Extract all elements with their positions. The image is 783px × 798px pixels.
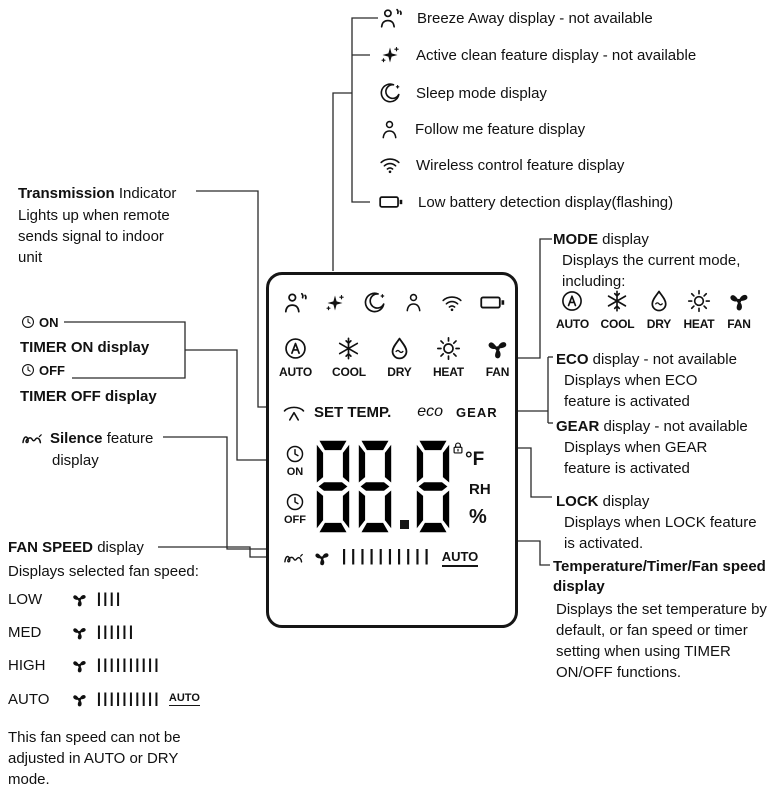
timer-off-text: OFF xyxy=(284,514,306,526)
eco-body: Displays when ECO feature is activated xyxy=(564,372,698,410)
unit-fahrenheit: °F xyxy=(465,449,485,470)
heat-mode-icon xyxy=(435,335,462,362)
legend-item-low-battery xyxy=(378,189,673,215)
transmission-title xyxy=(18,183,176,204)
seven-segment-digit xyxy=(357,438,393,535)
fan-speed-auto-badge: AUTO xyxy=(168,692,200,704)
active-clean-icon xyxy=(323,291,347,315)
display-mode-label: HEAT xyxy=(432,365,464,379)
fan-auto-label: AUTO xyxy=(442,549,479,567)
sleep-mode-icon xyxy=(378,81,402,105)
mode-legend-label: FAN xyxy=(727,317,751,331)
timer-icon xyxy=(284,443,306,465)
timer-on-label: ON xyxy=(39,314,59,330)
dry-mode-icon xyxy=(646,288,672,314)
gear-title xyxy=(556,416,748,437)
mode-legend-label: AUTO xyxy=(556,317,589,331)
lock-title-rest: display xyxy=(598,493,650,510)
timer-off-label: OFF xyxy=(39,362,65,378)
mode-legend-cool xyxy=(601,288,635,331)
cool-mode-icon xyxy=(604,288,630,314)
timer-off-row xyxy=(20,362,65,378)
silence-row xyxy=(20,426,153,450)
low-battery-icon xyxy=(479,289,506,316)
lock-title-bold: LOCK xyxy=(556,493,599,510)
temp-body: Displays the set temperature by default, or fan speed or timer setting when using TIMER ON/OFF functions. xyxy=(556,601,767,681)
gear-label: GEAR xyxy=(456,404,498,420)
eco-label: eco xyxy=(417,403,444,420)
gear-title-bold: GEAR xyxy=(556,418,600,435)
transmission-title-rest: Indicator xyxy=(114,185,177,202)
display-mode-label: DRY xyxy=(387,365,412,379)
cool-mode-icon xyxy=(335,335,362,362)
seven-segment-digit xyxy=(315,438,351,535)
fan-speed-bars: IIII xyxy=(97,587,123,611)
display-settemp-row xyxy=(281,399,511,425)
fan-icon xyxy=(70,690,89,709)
mode-legend-label: DRY xyxy=(646,317,672,331)
fan-speed-label: MED xyxy=(8,623,42,641)
fan-speed-title-rest: display xyxy=(93,539,144,556)
low-battery-icon xyxy=(378,189,404,215)
legend-item-active-clean xyxy=(378,42,696,68)
timer-on-text: ON xyxy=(286,466,304,478)
fan-speed-bars: IIIIIIIIII xyxy=(97,653,161,677)
auto-mode-icon xyxy=(282,335,309,362)
display-mode-cool xyxy=(332,335,366,379)
legend-item-breeze-away xyxy=(378,5,653,31)
active-clean-icon xyxy=(378,43,402,67)
timer-off-indicator xyxy=(277,491,313,526)
display-mode-row xyxy=(279,335,511,379)
fan-mode-icon xyxy=(726,288,752,314)
legend-item-sleep xyxy=(378,80,547,106)
fan-speed-row-high xyxy=(8,654,161,676)
legend-label: Low battery detection display(flashing) xyxy=(418,193,674,211)
decimal-point xyxy=(400,520,409,529)
sleep-mode-icon xyxy=(362,290,387,315)
timer-on-indicator xyxy=(277,443,313,478)
legend-label: Breeze Away display - not available xyxy=(417,9,653,27)
fan-speed-label: AUTO xyxy=(8,690,50,708)
display-mode-heat xyxy=(433,335,464,379)
lock-title xyxy=(556,491,649,512)
transmission-icon xyxy=(281,403,307,422)
silence-icon xyxy=(20,426,44,450)
display-mode-fan xyxy=(484,335,511,379)
display-mode-label: COOL xyxy=(332,365,366,379)
legend-item-wireless xyxy=(378,152,624,178)
fan-speed-row-low xyxy=(8,588,123,610)
legend-label: Follow me feature display xyxy=(415,120,586,138)
fan-speed-bars: IIIIIIIIII xyxy=(342,544,434,571)
wireless-icon xyxy=(378,153,402,177)
fan-speed-label: LOW xyxy=(8,590,43,608)
timer-icon xyxy=(284,491,306,513)
transmission-title-bold: Transmission xyxy=(18,185,115,202)
fan-speed-title-bold: FAN SPEED xyxy=(8,539,94,556)
fan-speed-bars: IIIIIIIIII xyxy=(97,687,161,711)
display-mode-auto xyxy=(279,335,312,379)
silence-title xyxy=(50,428,153,449)
timer-off-icon xyxy=(20,362,36,378)
silence-title-rest: feature xyxy=(102,429,154,447)
mode-title-bold: MODE xyxy=(553,231,598,248)
display-feature-icons xyxy=(282,289,506,316)
dry-mode-icon xyxy=(386,335,413,362)
percent-label: % xyxy=(469,506,487,528)
fan-speed-bars: IIIIII xyxy=(97,620,136,644)
auto-mode-icon xyxy=(559,288,585,314)
breeze-away-icon xyxy=(282,290,308,316)
mode-legend-dry xyxy=(646,288,672,331)
fan-icon xyxy=(70,623,89,642)
legend-label: Active clean feature display - not available xyxy=(416,46,697,64)
display-mode-dry xyxy=(386,335,413,379)
follow-me-icon xyxy=(402,291,425,314)
mode-legend-icons xyxy=(556,288,752,331)
temperature-digits xyxy=(315,438,451,535)
silence-line2: display xyxy=(52,452,99,469)
eco-title-bold: ECO xyxy=(556,351,589,368)
mode-title-rest: display xyxy=(598,231,649,248)
fan-icon xyxy=(70,656,89,675)
fan-mode-icon xyxy=(484,335,511,362)
seven-segment-digit xyxy=(415,438,451,535)
gear-title-rest: display - not available xyxy=(599,418,748,435)
fan-speed-label: HIGH xyxy=(8,656,46,674)
fan-icon xyxy=(312,548,332,568)
fan-speed-row-med xyxy=(8,621,135,643)
heat-mode-icon xyxy=(686,288,712,314)
silence-title-bold: Silence xyxy=(50,429,103,447)
lock-body: Displays when LOCK feature is activated. xyxy=(564,514,757,552)
lcd-display-panel xyxy=(266,272,518,628)
eco-title xyxy=(556,349,737,370)
timer-off-title: TIMER OFF display xyxy=(20,388,157,405)
mode-legend-heat xyxy=(683,288,714,331)
eco-title-rest: display - not available xyxy=(588,351,737,368)
display-mode-label: FAN xyxy=(485,365,510,379)
gear-body: Displays when GEAR feature is activated xyxy=(564,439,708,477)
timer-on-title: TIMER ON display xyxy=(20,339,150,356)
fan-speed-subtitle: Displays selected fan speed: xyxy=(8,563,199,580)
mode-body: Displays the current mode, including: xyxy=(562,252,741,290)
mode-title xyxy=(553,229,649,250)
silence-icon xyxy=(282,546,305,569)
transmission-body: Lights up when remote sends signal to indoor unit xyxy=(18,207,170,266)
mode-legend-label: COOL xyxy=(600,317,635,331)
timer-on-icon xyxy=(20,314,36,330)
fan-icon xyxy=(70,590,89,609)
set-temp-label: SET TEMP. xyxy=(314,403,392,421)
temp-title: Temperature/Timer/Fan speed display xyxy=(553,558,766,595)
timer-on-row xyxy=(20,314,59,330)
wireless-icon xyxy=(440,291,464,315)
mode-legend-label: HEAT xyxy=(683,317,715,331)
humidity-label: RH xyxy=(469,481,491,498)
fan-speed-row-auto xyxy=(8,688,200,710)
mode-legend-fan xyxy=(726,288,752,331)
legend-label: Sleep mode display xyxy=(416,84,547,102)
fan-speed-title xyxy=(8,537,144,558)
legend-label: Wireless control feature display xyxy=(416,156,625,174)
fan-speed-note: This fan speed can not be adjusted in AUTO or DRY mode. xyxy=(8,729,181,788)
legend-item-follow-me xyxy=(378,116,585,142)
breeze-away-icon xyxy=(378,6,403,31)
follow-me-icon xyxy=(378,118,401,141)
display-mode-label: AUTO xyxy=(279,365,312,379)
display-fan-row xyxy=(282,546,508,569)
mode-legend-auto xyxy=(556,288,589,331)
